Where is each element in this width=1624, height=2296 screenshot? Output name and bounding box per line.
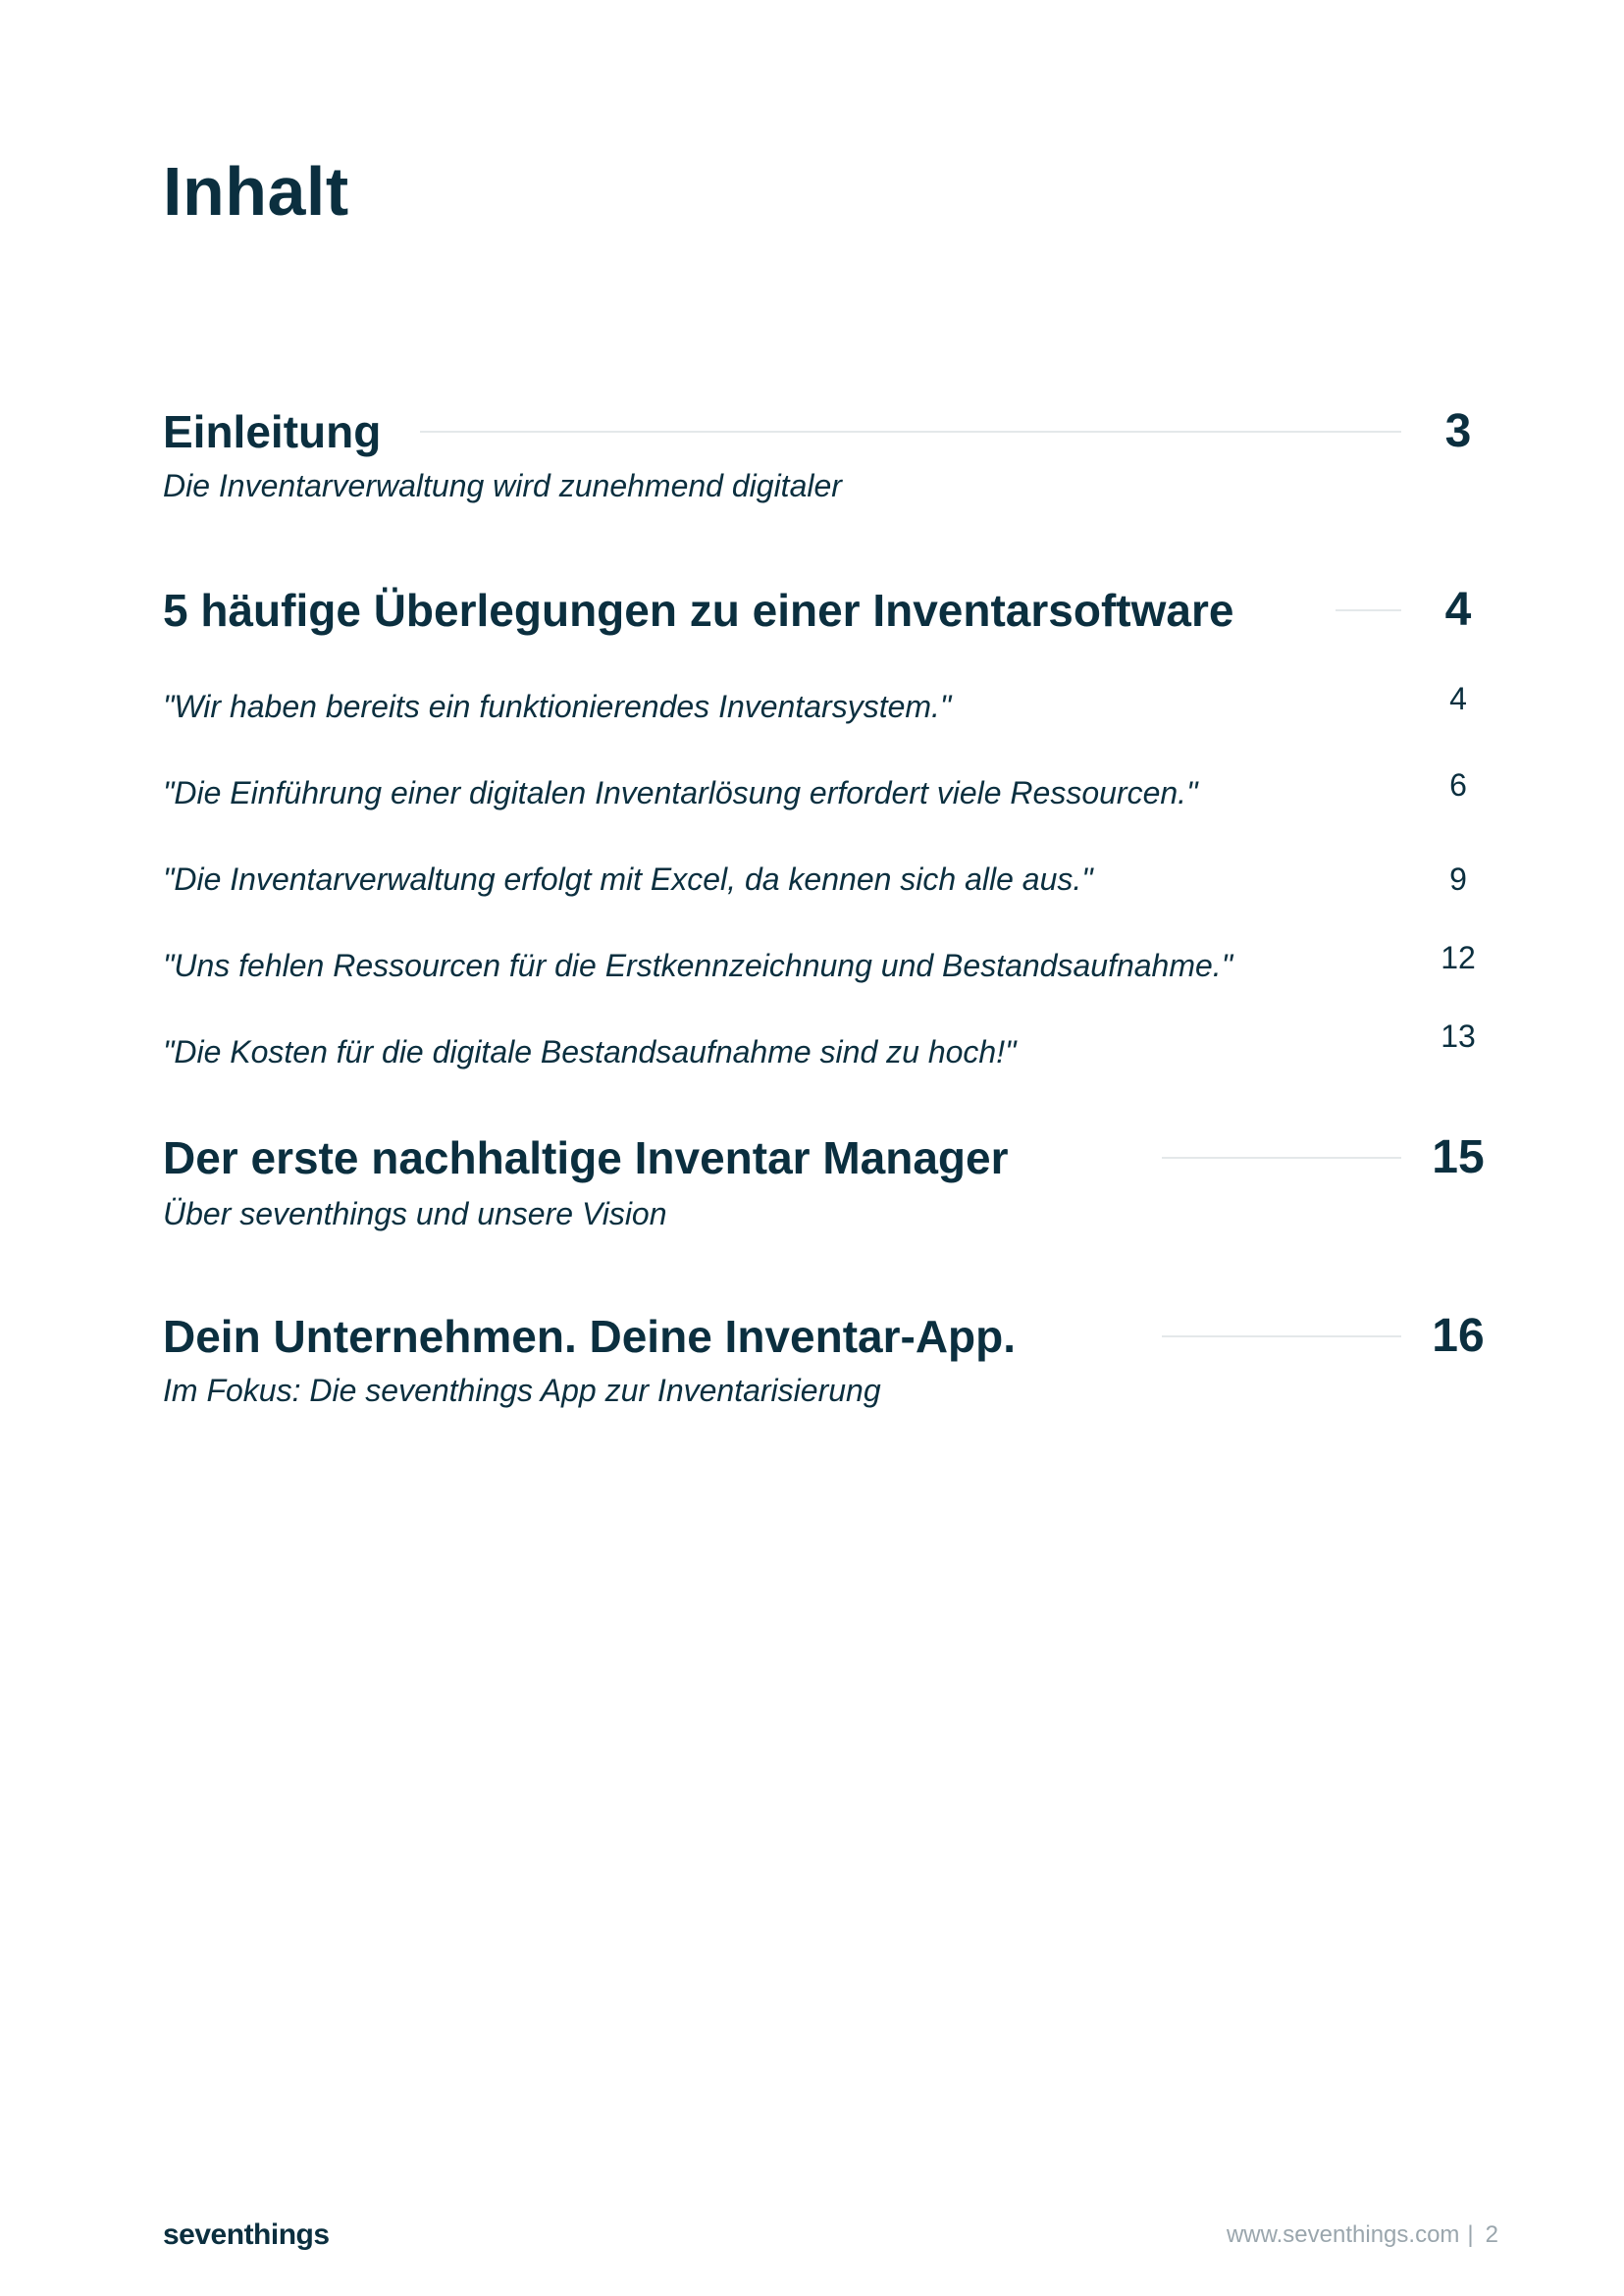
section-page-number: 4	[1444, 584, 1472, 636]
section-title: 5 häufige Überlegungen zu einer Inventarsoftware	[163, 585, 1234, 636]
entry-title: "Die Kosten für die digitale Bestandsaufnahme sind zu hoch!"	[163, 1034, 1017, 1070]
entry-page-number: 13	[1441, 1018, 1476, 1054]
section-subtitle: Die Inventarverwaltung wird zunehmend digitaler	[163, 468, 842, 503]
leader-line	[1162, 1335, 1401, 1337]
entry-title: "Die Einführung einer digitalen Inventarlösung erfordert viele Ressourcen."	[163, 775, 1198, 810]
toc-entry[interactable]	[163, 1018, 1497, 1073]
toc-entry[interactable]	[163, 767, 1497, 814]
section-page-number: 16	[1432, 1310, 1485, 1362]
section-page-number: 15	[1432, 1131, 1485, 1183]
toc-entry[interactable]	[163, 681, 1497, 728]
entry-title: "Die Inventarverwaltung erfolgt mit Excel, da kennen sich alle aus."	[163, 861, 1093, 897]
toc-entry[interactable]	[163, 940, 1497, 987]
entry-page-number: 4	[1449, 681, 1467, 716]
section-title: Einleitung	[163, 406, 382, 457]
section-subtitle: Über seventhings und unsere Vision	[163, 1196, 667, 1231]
entry-page-number: 9	[1449, 861, 1467, 897]
leader-line	[1162, 1157, 1401, 1159]
toc-section-einleitung[interactable]	[163, 402, 1497, 461]
section-subtitle: Im Fokus: Die seventhings App zur Inventarisierung	[163, 1373, 881, 1408]
leader-line	[420, 431, 1401, 433]
toc-section-inventar-manager[interactable]	[163, 1128, 1497, 1187]
footer-meta	[1227, 2219, 1498, 2251]
entry-page-number: 12	[1441, 940, 1476, 975]
section-title: Dein Unternehmen. Deine Inventar-App.	[163, 1311, 1017, 1362]
toc-section-ueberlegungen[interactable]	[163, 581, 1497, 640]
page-title: Inhalt	[163, 153, 349, 230]
entry-title: "Uns fehlen Ressourcen für die Erstkennzeichnung und Bestandsaufnahme."	[163, 948, 1233, 983]
website-link[interactable]: www.seventhings.com	[1226, 2221, 1460, 2248]
leader-line	[1336, 609, 1401, 611]
entry-title: "Wir haben bereits ein funktionierendes Inventarsystem."	[163, 689, 952, 724]
entry-page-number: 6	[1449, 767, 1467, 803]
toc-section-inventar-app[interactable]	[163, 1307, 1497, 1366]
section-page-number: 3	[1444, 405, 1472, 457]
section-title: Der erste nachhaltige Inventar Manager	[163, 1132, 1009, 1183]
footer-separator: |	[1467, 2221, 1474, 2248]
toc-entry[interactable]	[163, 858, 1497, 901]
brand-logo[interactable]: seventhings	[163, 2218, 330, 2251]
page-number: 2	[1485, 2221, 1498, 2248]
